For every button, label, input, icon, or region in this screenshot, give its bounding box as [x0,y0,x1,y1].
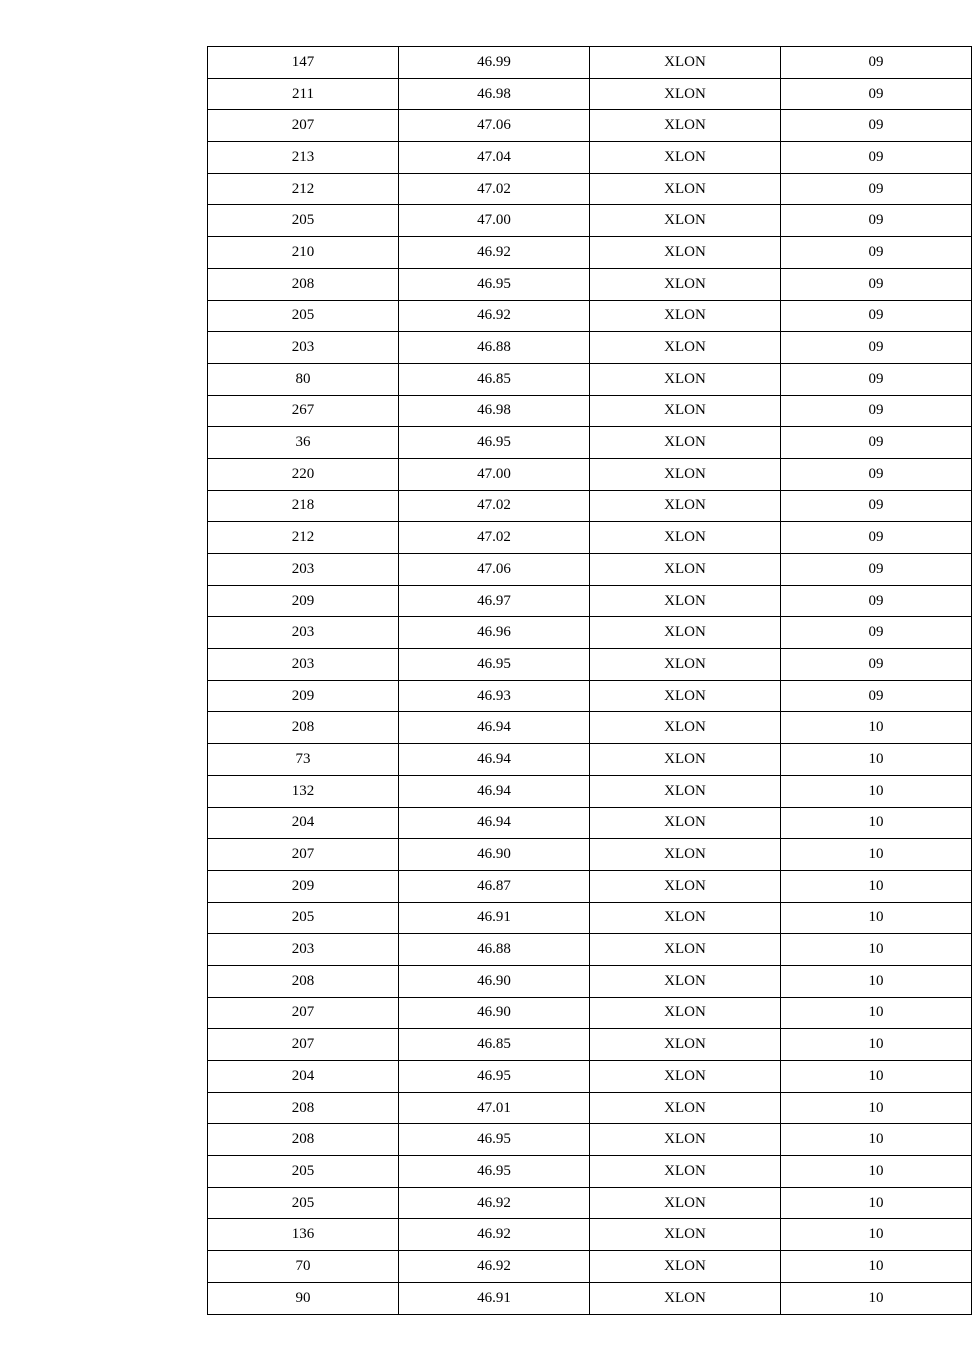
table-row [208,363,972,395]
table-row [208,332,972,364]
price-cell: 46.90 [399,839,590,871]
time-cell: 09 [781,458,972,490]
venue-cell: XLON [590,205,781,237]
time-cell: 09 [781,427,972,459]
volume-cell: 203 [208,617,399,649]
volume-cell: 204 [208,1061,399,1093]
volume-cell: 208 [208,268,399,300]
volume-cell: 203 [208,554,399,586]
venue-cell: XLON [590,142,781,174]
table-row [208,775,972,807]
venue-cell: XLON [590,712,781,744]
price-cell: 46.99 [399,47,590,79]
price-cell: 46.92 [399,1219,590,1251]
price-cell: 46.94 [399,807,590,839]
time-cell: 09 [781,142,972,174]
volume-cell: 73 [208,744,399,776]
time-cell: 10 [781,1092,972,1124]
venue-cell: XLON [590,268,781,300]
table-row [208,205,972,237]
venue-cell: XLON [590,1156,781,1188]
price-cell: 46.97 [399,585,590,617]
table-row [208,997,972,1029]
table-row [208,1251,972,1283]
table-row [208,395,972,427]
volume-cell: 80 [208,363,399,395]
venue-cell: XLON [590,807,781,839]
table-row [208,142,972,174]
table-row [208,965,972,997]
volume-cell: 36 [208,427,399,459]
table-row [208,902,972,934]
price-cell: 46.85 [399,1029,590,1061]
table-row [208,870,972,902]
volume-cell: 210 [208,237,399,269]
volume-cell: 132 [208,775,399,807]
venue-cell: XLON [590,1061,781,1093]
venue-cell: XLON [590,649,781,681]
table-row [208,712,972,744]
volume-cell: 207 [208,110,399,142]
price-cell: 46.98 [399,78,590,110]
price-cell: 46.94 [399,744,590,776]
table-row [208,300,972,332]
venue-cell: XLON [590,47,781,79]
price-cell: 46.88 [399,332,590,364]
time-cell: 10 [781,712,972,744]
venue-cell: XLON [590,237,781,269]
table-row [208,1282,972,1314]
price-cell: 46.98 [399,395,590,427]
table-row [208,680,972,712]
table-row [208,47,972,79]
table-viewport [207,46,884,1315]
volume-cell: 90 [208,1282,399,1314]
price-cell: 46.92 [399,1187,590,1219]
venue-cell: XLON [590,554,781,586]
price-cell: 46.85 [399,363,590,395]
volume-cell: 212 [208,173,399,205]
time-cell: 10 [781,1282,972,1314]
volume-cell: 208 [208,965,399,997]
price-cell: 47.06 [399,554,590,586]
volume-cell: 147 [208,47,399,79]
time-cell: 10 [781,1251,972,1283]
price-cell: 46.90 [399,997,590,1029]
time-cell: 09 [781,585,972,617]
volume-cell: 220 [208,458,399,490]
volume-cell: 267 [208,395,399,427]
time-cell: 10 [781,870,972,902]
time-cell: 10 [781,807,972,839]
venue-cell: XLON [590,395,781,427]
price-cell: 46.95 [399,427,590,459]
price-cell: 47.00 [399,458,590,490]
table-row [208,427,972,459]
table-row [208,1029,972,1061]
time-cell: 09 [781,237,972,269]
venue-cell: XLON [590,1251,781,1283]
price-cell: 46.91 [399,1282,590,1314]
price-cell: 46.94 [399,775,590,807]
venue-cell: XLON [590,617,781,649]
volume-cell: 212 [208,522,399,554]
table-row [208,934,972,966]
table-row [208,1156,972,1188]
price-cell: 46.95 [399,268,590,300]
time-cell: 10 [781,1029,972,1061]
table-row [208,1092,972,1124]
volume-cell: 207 [208,839,399,871]
price-cell: 46.87 [399,870,590,902]
table-row [208,237,972,269]
venue-cell: XLON [590,522,781,554]
table-row [208,744,972,776]
volume-cell: 205 [208,205,399,237]
time-cell: 10 [781,744,972,776]
venue-cell: XLON [590,744,781,776]
venue-cell: XLON [590,427,781,459]
time-cell: 09 [781,78,972,110]
price-cell: 47.01 [399,1092,590,1124]
price-cell: 47.02 [399,490,590,522]
time-cell: 09 [781,522,972,554]
volume-cell: 203 [208,332,399,364]
time-cell: 09 [781,490,972,522]
time-cell: 09 [781,110,972,142]
venue-cell: XLON [590,965,781,997]
venue-cell: XLON [590,1187,781,1219]
venue-cell: XLON [590,902,781,934]
price-cell: 46.94 [399,712,590,744]
volume-cell: 204 [208,807,399,839]
price-cell: 46.88 [399,934,590,966]
table-row [208,78,972,110]
venue-cell: XLON [590,300,781,332]
time-cell: 10 [781,997,972,1029]
price-cell: 46.92 [399,300,590,332]
transactions-table [207,46,972,1315]
venue-cell: XLON [590,78,781,110]
table-row [208,458,972,490]
volume-cell: 203 [208,934,399,966]
volume-cell: 205 [208,1187,399,1219]
price-cell: 46.90 [399,965,590,997]
table-row [208,807,972,839]
time-cell: 09 [781,47,972,79]
volume-cell: 211 [208,78,399,110]
time-cell: 10 [781,965,972,997]
price-cell: 46.95 [399,649,590,681]
venue-cell: XLON [590,110,781,142]
volume-cell: 208 [208,712,399,744]
time-cell: 10 [781,934,972,966]
venue-cell: XLON [590,1124,781,1156]
price-cell: 47.06 [399,110,590,142]
time-cell: 09 [781,205,972,237]
table-row [208,1187,972,1219]
volume-cell: 136 [208,1219,399,1251]
venue-cell: XLON [590,1092,781,1124]
price-cell: 46.95 [399,1124,590,1156]
table-row [208,1124,972,1156]
table-row [208,1061,972,1093]
time-cell: 10 [781,1219,972,1251]
volume-cell: 207 [208,1029,399,1061]
table-row [208,268,972,300]
volume-cell: 205 [208,300,399,332]
price-cell: 46.93 [399,680,590,712]
price-cell: 47.02 [399,173,590,205]
time-cell: 09 [781,363,972,395]
time-cell: 09 [781,173,972,205]
price-cell: 46.95 [399,1156,590,1188]
time-cell: 10 [781,1156,972,1188]
table-row [208,617,972,649]
price-cell: 46.96 [399,617,590,649]
time-cell: 10 [781,902,972,934]
price-cell: 46.92 [399,237,590,269]
price-cell: 47.00 [399,205,590,237]
volume-cell: 207 [208,997,399,1029]
volume-cell: 208 [208,1124,399,1156]
table-row [208,649,972,681]
table-row [208,173,972,205]
price-cell: 47.04 [399,142,590,174]
venue-cell: XLON [590,997,781,1029]
time-cell: 10 [781,1124,972,1156]
time-cell: 09 [781,680,972,712]
time-cell: 10 [781,775,972,807]
table-row [208,554,972,586]
venue-cell: XLON [590,870,781,902]
time-cell: 09 [781,332,972,364]
time-cell: 09 [781,395,972,427]
venue-cell: XLON [590,458,781,490]
table-body [208,47,972,1315]
price-cell: 46.92 [399,1251,590,1283]
volume-cell: 203 [208,649,399,681]
table-row [208,839,972,871]
venue-cell: XLON [590,1219,781,1251]
venue-cell: XLON [590,934,781,966]
venue-cell: XLON [590,775,781,807]
time-cell: 09 [781,268,972,300]
volume-cell: 205 [208,1156,399,1188]
time-cell: 10 [781,1187,972,1219]
table-row [208,1219,972,1251]
table-row [208,585,972,617]
venue-cell: XLON [590,680,781,712]
volume-cell: 213 [208,142,399,174]
price-cell: 46.95 [399,1061,590,1093]
volume-cell: 218 [208,490,399,522]
volume-cell: 209 [208,870,399,902]
time-cell: 10 [781,1061,972,1093]
time-cell: 09 [781,649,972,681]
time-cell: 09 [781,300,972,332]
venue-cell: XLON [590,363,781,395]
venue-cell: XLON [590,1282,781,1314]
time-cell: 09 [781,554,972,586]
volume-cell: 209 [208,585,399,617]
time-cell: 09 [781,617,972,649]
venue-cell: XLON [590,490,781,522]
table-row [208,522,972,554]
volume-cell: 208 [208,1092,399,1124]
price-cell: 47.02 [399,522,590,554]
volume-cell: 70 [208,1251,399,1283]
venue-cell: XLON [590,332,781,364]
price-cell: 46.91 [399,902,590,934]
volume-cell: 205 [208,902,399,934]
venue-cell: XLON [590,1029,781,1061]
table-row [208,490,972,522]
table-row [208,110,972,142]
volume-cell: 209 [208,680,399,712]
venue-cell: XLON [590,173,781,205]
venue-cell: XLON [590,839,781,871]
time-cell: 10 [781,839,972,871]
venue-cell: XLON [590,585,781,617]
